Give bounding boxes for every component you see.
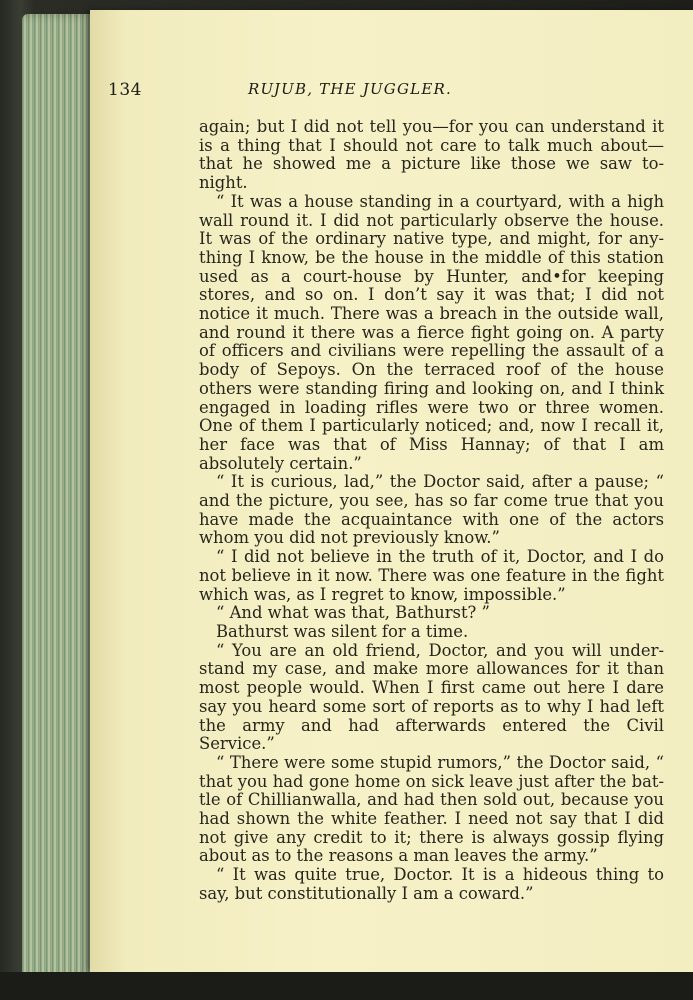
body-text — [199, 118, 664, 904]
paragraph-6: Bathurst was silent for a time. — [216, 621, 469, 641]
paragraph-9: “ It was quite true, Doctor. It is a hideous thing to say, but constitutionally I am a coward.” — [199, 865, 664, 903]
paragraph-5: “ And what was that, Bathurst? ” — [216, 603, 490, 623]
paragraph-2: “ It was a house standing in a courtyard, with a high wall round it. I did not particularly observe the house. It was of the ordinary native type, and might, for anything I know, be the house in the middle of this station used as a court-house by Hunter, and•for keeping stores, and so on. I don’t say it was that; I did not notice it much. There was a breach in the outside wall, and round it there was a fierce fight going on. A party of officers and civilians were repelling the assault of a body of Sepoys. On the terraced roof of the house others were standing firing and looking on, and I think engaged in loading rifles were two or three women. One of them I particularly noticed; and, now I recall it, her face was that of Miss Hannay; of that I am absolutely certain.” — [199, 191, 664, 473]
paragraph-4: “ I did not believe in the truth of it, Doctor, and I do not believe in it now. There was one feature in the fight which was, as I regret to know, impossible.” — [199, 547, 664, 604]
paragraph-7: “ You are an old friend, Doctor, and you will understand my case, and make more allowances for it than most people would. When I first came out here I dare say you heard some sort of reports as to why I had left the army and had afterwards entered the Civil Service.” — [199, 640, 664, 754]
paragraph-1: again; but I did not tell you—for you can understand it is a thing that I should not care to talk much about—that he showed me a picture like those we saw to-night. — [199, 117, 664, 193]
bottom-strip — [0, 972, 693, 1000]
page-number: 134 — [108, 80, 142, 100]
paragraph-3: “ It is curious, lad,” the Doctor said, after a pause; “ and the picture, you see, has so far come true that you have made the acquaintance with one of the actors whom you did not previously know.” — [199, 472, 664, 548]
paragraph-8: “ There were some stupid rumors,” the Doctor said, “ that you had gone home on sick leave just after the battle of Chillianwalla, and had then sold out, because you had shown the white feather. I need not say that I did not give any credit to it; there is always gossip flying about as to the reasons a man leaves the army.” — [199, 752, 664, 866]
page-edges — [22, 14, 94, 984]
running-title: RUJUB, THE JUGGLER. — [248, 80, 452, 98]
page-header — [108, 80, 668, 106]
